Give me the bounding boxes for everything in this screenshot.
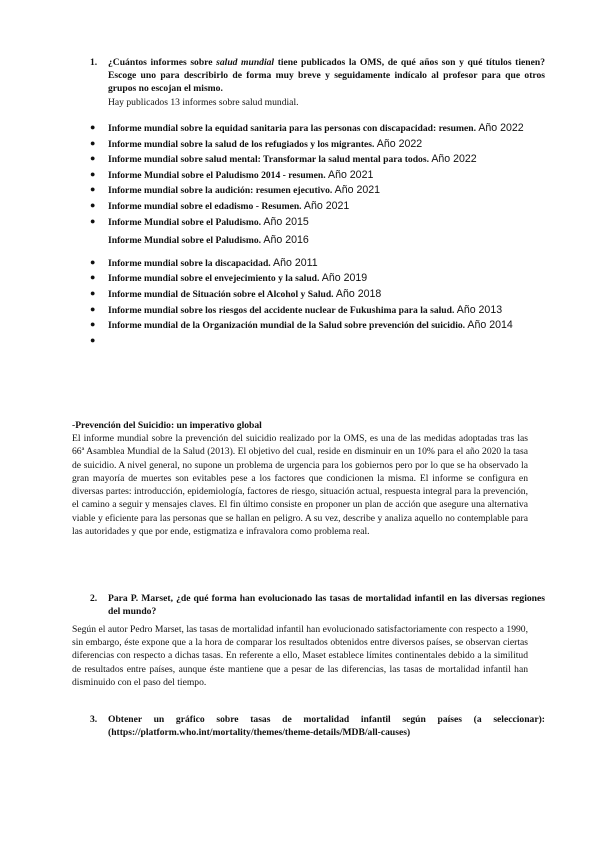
- section-heading: -Prevención del Suicidio: un imperativo global: [72, 420, 262, 431]
- question-2: [90, 592, 545, 618]
- bullet-icon: ●: [90, 334, 96, 345]
- question-1: [90, 56, 545, 109]
- bullet-icon: ●: [90, 215, 96, 226]
- question-1-number: 1.: [90, 57, 98, 68]
- list-item: ● Informe Mundial sobre el Paludismo. Año 2015: [90, 215, 309, 228]
- bullet-icon: ●: [90, 168, 96, 179]
- bullet-icon: ●: [90, 272, 96, 283]
- bullet-icon: ●: [90, 200, 96, 211]
- bullet-icon: ●: [90, 319, 96, 330]
- question-2-answer: Según el autor Pedro Marset, las tasas de mortalidad infantil han evolucionado satisfactoriamente con respecto a 1990, sin embargo, éste expone que a la hora de comparar los resultados obtenidos entre diversos países, se observan ciertas diferencias con respecto a dichas tasas. En referente a ello, Maset establece límites continentales debido a la similitud de resultados entre países, aunque éste mantiene que a pesar de las diferencias, las tasas de mortalidad infantil han disminuido con el paso del tiempo.: [72, 624, 528, 688]
- bullet-icon: ●: [90, 288, 96, 299]
- question-3: [90, 713, 545, 739]
- list-item-continuation: Informe Mundial sobre el Paludismo. Año 2016: [108, 234, 309, 247]
- bullet-icon: ●: [90, 122, 96, 132]
- list-item: ● Informe mundial sobre la salud de los refugiados y los migrantes. Año 2022: [90, 137, 423, 150]
- suicide-prevention-section: [72, 419, 528, 538]
- list-item: ● Informe mundial de la Organización mundial de la Salud sobre prevención del suicidio. Año 2014: [90, 319, 513, 332]
- reports-list: [90, 121, 545, 348]
- bullet-icon: ●: [90, 137, 96, 148]
- section-body: El informe mundial sobre la prevención del suicidio realizado por la OMS, es una de las medidas adoptadas tras las 66ª Asamblea Mundial de la Salud (2013). El objetivo del cual, reside en disminuir en un 10% para el año 2020 la tasa de suicidio. A nivel general, no supone un problema de urgencia para los gobiernos pero por lo que se ha observado la gran mayoría de muertes son evitables pese a los factores que condicionen la misma. El informe se configura en diversas partes: introducción, epidemiología, factores de riesgo, situación actual, respuesta integral para la prevención, el camino a seguir y mensajes claves. El fin último consiste en proponer un plan de acción que asegure una alternativa viable y eficiente para las personas que se hallan en peligro. A su vez, describe y analiza aquello no contemplable para las autoridades y que por ende, estigmatiza e infravalora como problema real.: [72, 433, 528, 537]
- list-item: ● Informe mundial sobre el edadismo - Resumen. Año 2021: [90, 200, 350, 213]
- list-item: ● Informe mundial sobre la audición: resumen ejecutivo. Año 2021: [90, 184, 381, 197]
- bullet-icon: ●: [90, 303, 96, 314]
- question-2-text: Para P. Marset, ¿de qué forma han evolucionado las tasas de mortalidad infantil en las diversas regiones del mundo?: [108, 593, 545, 618]
- bullet-icon: ●: [90, 184, 96, 195]
- question-1-answer: Hay publicados 13 informes sobre salud mundial.: [108, 96, 299, 108]
- bullet-icon: ●: [90, 153, 96, 164]
- question-1-italic-term: salud mundial: [216, 57, 275, 68]
- list-item: ● Informe mundial sobre la equidad sanitaria para las personas con discapacidad: resumen. Año 2022: [90, 122, 524, 134]
- question-3-text: Obtener un gráfico sobre tasas de mortalidad infantil según países (a seleccionar): (https://platform.who.int/mortality/themes/theme-details/MDB/all-causes): [108, 714, 545, 739]
- list-item: ● Informe mundial sobre el envejecimiento y la salud. Año 2019: [90, 272, 368, 285]
- question-3-number: 3.: [90, 714, 98, 725]
- list-item: ● Informe mundial sobre la discapacidad. Año 2011: [90, 256, 318, 269]
- list-item-empty: [90, 334, 545, 347]
- question-2-number: 2.: [90, 593, 98, 604]
- list-item: ● Informe mundial sobre los riesgos del accidente nuclear de Fukushima para la salud. Año 2013: [90, 303, 503, 316]
- list-item: ● Informe mundial sobre salud mental: Transformar la salud mental para todos. Año 2022: [90, 153, 477, 166]
- question-1-text: ¿Cuántos informes sobre salud mundial tiene publicados la OMS, de qué años son y qué títulos tienen? Escoge uno para describirlo de forma muy breve y seguidamente indícalo al profesor para que otros grupos no escojan el mismo.: [108, 57, 545, 95]
- list-item: ● Informe Mundial sobre el Paludismo 2014 - resumen. Año 2021: [90, 168, 374, 181]
- list-item: ● Informe mundial de Situación sobre el Alcohol y Salud. Año 2018: [90, 288, 382, 301]
- bullet-icon: ●: [90, 256, 96, 267]
